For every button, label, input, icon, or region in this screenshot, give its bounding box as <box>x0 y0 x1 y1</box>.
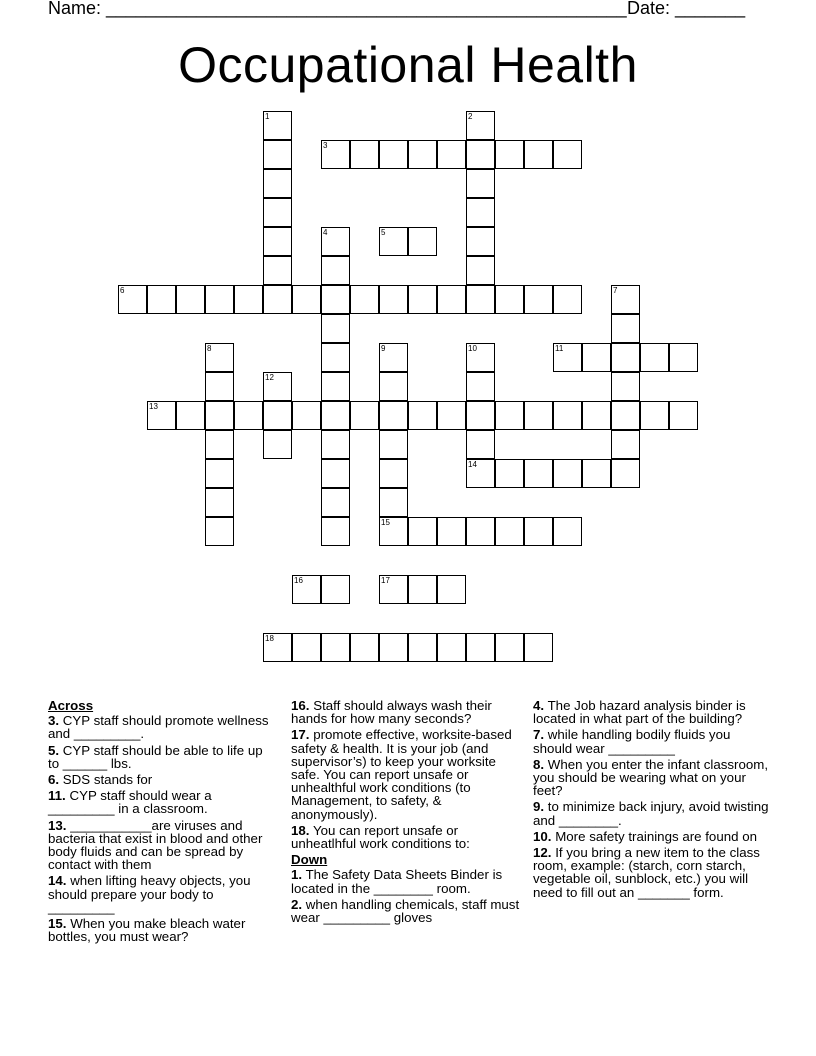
grid-cell[interactable] <box>437 285 466 314</box>
grid-cell[interactable] <box>466 517 495 546</box>
clue-number: 1 <box>265 112 270 121</box>
clue-down-9: 9. to minimize back injury, avoid twisting and ________. <box>533 799 769 828</box>
grid-cell[interactable] <box>350 285 379 314</box>
clue-across-13: 13. ___________are viruses and bacteria that exist in blood and other body fluids and can be spread by contact with them <box>48 817 263 873</box>
grid-cell[interactable] <box>321 140 350 169</box>
clue-across-6: 6. SDS stands for <box>48 772 153 788</box>
grid-cell[interactable] <box>611 343 640 372</box>
clue-down-10: 10. More safety trainings are found on <box>533 828 757 844</box>
clue-down-8: 8. When you enter the infant classroom, you should be wearing what on your feet? <box>533 756 769 799</box>
grid-cell[interactable] <box>292 633 321 662</box>
clue-number: 9 <box>381 344 386 353</box>
grid-cell[interactable] <box>205 401 234 430</box>
grid-cell[interactable] <box>495 401 524 430</box>
grid-cell[interactable] <box>263 372 292 401</box>
clue-across-11: 11. CYP staff should wear a _________ in a classroom. <box>48 788 212 817</box>
clue-number: 18 <box>265 634 274 643</box>
grid-cell[interactable] <box>321 633 350 662</box>
grid-cell[interactable] <box>118 285 147 314</box>
grid-cell[interactable] <box>408 575 437 604</box>
clue-number: 10 <box>468 344 477 353</box>
grid-cell[interactable] <box>466 256 495 285</box>
grid-cell[interactable] <box>466 198 495 227</box>
grid-cell[interactable] <box>379 517 408 546</box>
grid-cell[interactable] <box>466 343 495 372</box>
grid-cell[interactable] <box>640 343 669 372</box>
grid-cell[interactable] <box>495 140 524 169</box>
grid-cell[interactable] <box>321 285 350 314</box>
grid-cell[interactable] <box>466 372 495 401</box>
grid-cell[interactable] <box>524 459 553 488</box>
grid-cell[interactable] <box>611 372 640 401</box>
grid-cell[interactable] <box>466 169 495 198</box>
grid-cell[interactable] <box>466 401 495 430</box>
grid-cell[interactable] <box>582 401 611 430</box>
clue-across-18: 18. You can report unsafe or unheatlhful work conditions to: <box>291 822 470 852</box>
clue-across-15: 15. When you make bleach water bottles, you must wear? <box>48 916 246 945</box>
date-field[interactable]: Date: _______ <box>627 0 746 18</box>
clue-down-7: 7. while handling bodily fluids you should wear _________ <box>533 727 731 756</box>
grid-cell[interactable] <box>176 285 205 314</box>
grid-cell[interactable] <box>263 140 292 169</box>
clue-number: 16 <box>294 576 303 585</box>
grid-cell[interactable] <box>553 285 582 314</box>
grid-cell[interactable] <box>640 401 669 430</box>
grid-cell[interactable] <box>495 633 524 662</box>
grid-cell[interactable] <box>263 227 292 256</box>
grid-cell[interactable] <box>379 430 408 459</box>
grid-cell[interactable] <box>321 372 350 401</box>
clue-down-2: 2. when handling chemicals, staff must wear _________ gloves <box>291 896 520 926</box>
grid-cell[interactable] <box>205 517 234 546</box>
grid-cell[interactable] <box>466 285 495 314</box>
clue-number: 15 <box>381 518 390 527</box>
name-field[interactable]: Name: ____________________________________________________ <box>48 0 627 18</box>
grid-cell[interactable] <box>408 401 437 430</box>
grid-cell[interactable] <box>263 430 292 459</box>
clue-column-1 <box>48 699 276 946</box>
clue-number: 2 <box>468 112 473 121</box>
clue-down-4: 4. The Job hazard analysis binder is located in what part of the building? <box>533 698 746 727</box>
grid-cell[interactable] <box>321 517 350 546</box>
grid-cell[interactable] <box>321 256 350 285</box>
grid-cell[interactable] <box>582 459 611 488</box>
grid-cell[interactable] <box>147 285 176 314</box>
grid-cell[interactable] <box>437 633 466 662</box>
grid-cell[interactable] <box>466 459 495 488</box>
clue-number: 5 <box>381 228 386 237</box>
grid-cell[interactable] <box>466 111 495 140</box>
grid-cell[interactable] <box>466 227 495 256</box>
grid-cell[interactable] <box>495 517 524 546</box>
clue-number: 13 <box>149 402 158 411</box>
clue-number: 14 <box>468 460 477 469</box>
grid-cell[interactable] <box>321 488 350 517</box>
grid-cell[interactable] <box>379 285 408 314</box>
grid-cell[interactable] <box>408 140 437 169</box>
grid-cell[interactable] <box>350 633 379 662</box>
grid-cell[interactable] <box>292 285 321 314</box>
grid-cell[interactable] <box>379 575 408 604</box>
grid-cell[interactable] <box>553 517 582 546</box>
grid-cell[interactable] <box>263 401 292 430</box>
grid-cell[interactable] <box>263 198 292 227</box>
clue-down-12: 12. If you bring a new item to the class room, example: (starch, corn starch, vegetable oil, sunblock, etc.) you will need to fill out an _______ form. <box>533 845 760 900</box>
grid-cell[interactable] <box>379 488 408 517</box>
grid-cell[interactable] <box>350 140 379 169</box>
grid-cell[interactable] <box>234 401 263 430</box>
grid-cell[interactable] <box>379 343 408 372</box>
grid-cell[interactable] <box>495 285 524 314</box>
grid-cell[interactable] <box>553 459 582 488</box>
grid-cell[interactable] <box>669 401 698 430</box>
grid-cell[interactable] <box>321 343 350 372</box>
across-heading: Across <box>48 698 94 713</box>
clue-across-3: 3. CYP staff should promote wellness and _________. <box>48 713 269 742</box>
grid-cell[interactable] <box>176 401 205 430</box>
grid-cell[interactable] <box>292 575 321 604</box>
grid-cell[interactable] <box>524 517 553 546</box>
grid-cell[interactable] <box>524 633 553 662</box>
grid-cell[interactable] <box>437 517 466 546</box>
clue-across-16: 16. Staff should always wash their hands for how many seconds? <box>291 698 492 727</box>
grid-cell[interactable] <box>379 227 408 256</box>
grid-cell[interactable] <box>437 401 466 430</box>
grid-cell[interactable] <box>437 140 466 169</box>
grid-cell[interactable] <box>669 343 698 372</box>
grid-cell[interactable] <box>582 343 611 372</box>
clue-column-3 <box>533 699 769 902</box>
grid-cell[interactable] <box>611 459 640 488</box>
grid-cell[interactable] <box>379 401 408 430</box>
grid-cell[interactable] <box>524 140 553 169</box>
grid-cell[interactable] <box>466 430 495 459</box>
grid-cell[interactable] <box>205 285 234 314</box>
down-heading: Down <box>291 852 328 868</box>
grid-cell[interactable] <box>147 401 176 430</box>
grid-cell[interactable] <box>524 401 553 430</box>
clue-number: 6 <box>120 286 125 295</box>
grid-cell[interactable] <box>350 401 379 430</box>
grid-cell[interactable] <box>379 459 408 488</box>
grid-cell[interactable] <box>466 633 495 662</box>
clue-number: 12 <box>265 373 274 382</box>
page-title: Occupational Health <box>178 37 638 93</box>
grid-cell[interactable] <box>205 343 234 372</box>
grid-cell[interactable] <box>321 575 350 604</box>
clue-number: 3 <box>323 141 328 150</box>
grid-cell[interactable] <box>321 314 350 343</box>
grid-cell[interactable] <box>408 517 437 546</box>
grid-cell[interactable] <box>379 140 408 169</box>
grid-cell[interactable] <box>234 285 263 314</box>
clue-across-17: 17. promote effective, worksite-based safety & health. It is your job (and supervisor’s) to keep your worksite safe. You can report unsafe or unhealthful work conditions (to Management, to safety, & anonymously). <box>291 727 512 822</box>
clue-down-1: 1. The Safety Data Sheets Binder is located in the ________ room. <box>291 867 503 896</box>
clue-across-14: 14. when lifting heavy objects, you should prepare your body to _________ <box>48 873 251 915</box>
grid-cell[interactable] <box>611 401 640 430</box>
grid-cell[interactable] <box>466 140 495 169</box>
grid-cell[interactable] <box>524 285 553 314</box>
clue-number: 4 <box>323 228 328 237</box>
grid-cell[interactable] <box>408 285 437 314</box>
grid-cell[interactable] <box>611 430 640 459</box>
clue-number: 7 <box>613 286 618 295</box>
clue-number: 17 <box>381 576 390 585</box>
grid-cell[interactable] <box>611 285 640 314</box>
clue-across-5: 5. CYP staff should be able to life up to ______ lbs. <box>48 742 263 771</box>
grid-cell[interactable] <box>553 140 582 169</box>
grid-cell[interactable] <box>437 575 466 604</box>
grid-cell[interactable] <box>321 227 350 256</box>
grid-cell[interactable] <box>408 633 437 662</box>
grid-cell[interactable] <box>553 343 582 372</box>
clue-column-2 <box>291 699 523 927</box>
grid-cell[interactable] <box>321 401 350 430</box>
clue-number: 11 <box>555 344 564 353</box>
grid-cell[interactable] <box>263 285 292 314</box>
grid-cell[interactable] <box>205 372 234 401</box>
grid-cell[interactable] <box>205 488 234 517</box>
grid-cell[interactable] <box>263 633 292 662</box>
grid-cell[interactable] <box>379 633 408 662</box>
grid-cell[interactable] <box>379 372 408 401</box>
grid-cell[interactable] <box>292 401 321 430</box>
grid-cell[interactable] <box>553 401 582 430</box>
grid-cell[interactable] <box>408 227 437 256</box>
grid-cell[interactable] <box>205 459 234 488</box>
grid-cell[interactable] <box>263 256 292 285</box>
clue-number: 8 <box>207 344 212 353</box>
grid-cell[interactable] <box>263 169 292 198</box>
grid-cell[interactable] <box>205 430 234 459</box>
worksheet-header <box>48 0 748 19</box>
grid-cell[interactable] <box>321 430 350 459</box>
grid-cell[interactable] <box>321 459 350 488</box>
grid-cell[interactable] <box>611 314 640 343</box>
grid-cell[interactable] <box>263 111 292 140</box>
grid-cell[interactable] <box>495 459 524 488</box>
